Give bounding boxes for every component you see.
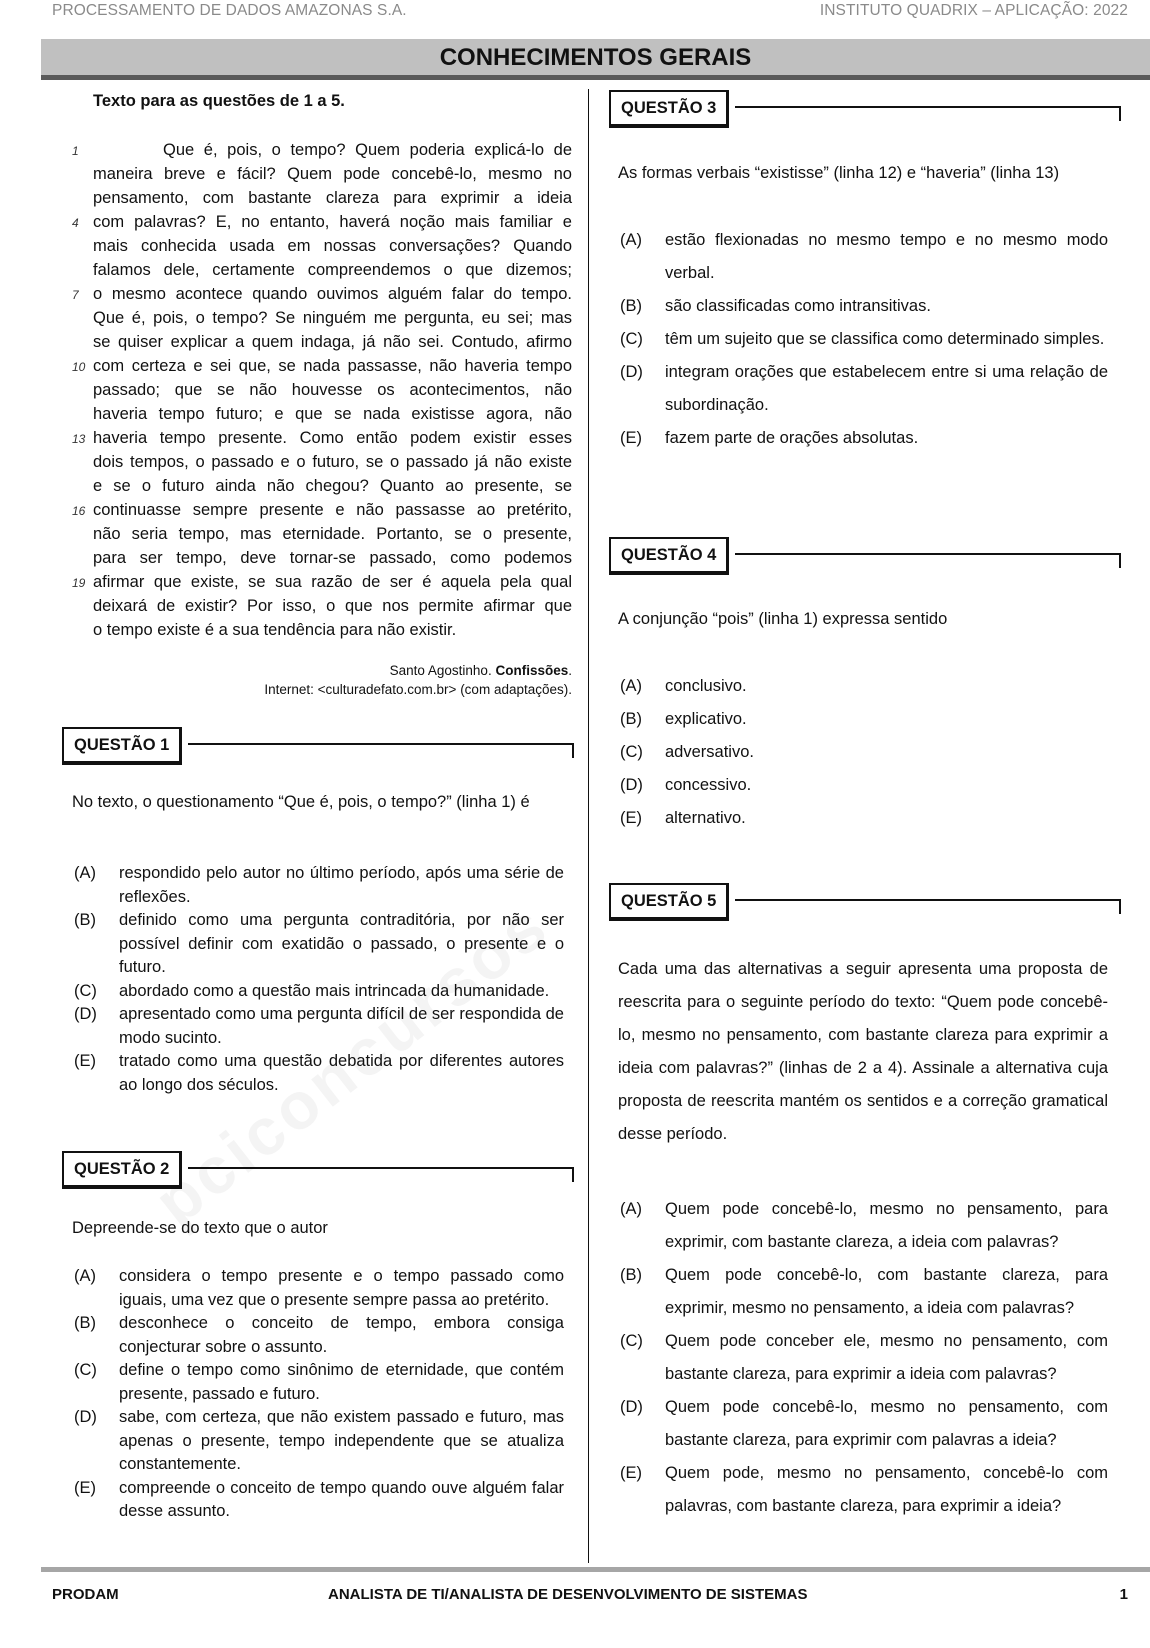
passage-line: 19 afirmar que existe, se sua razão de ser é aquela pela qual: [72, 570, 572, 594]
passage: [72, 138, 572, 642]
passage-heading: Texto para as questões de 1 a 5.: [93, 92, 345, 110]
source-title: Confissões: [495, 663, 569, 678]
question-1-options: [72, 862, 564, 1097]
option-d[interactable]: (D) concessivo.: [620, 776, 752, 794]
passage-line: para ser tempo, deve tornar-se passado, como podemos: [93, 549, 572, 567]
passage-line: 7 o mesmo acontece quando ouvimos alguém falar do tempo.: [72, 282, 572, 306]
header-rule: [188, 743, 574, 745]
question-5-header: [609, 883, 1121, 921]
option-b[interactable]: (B) explicativo.: [620, 710, 747, 728]
question-4-header: [609, 537, 1121, 575]
section-title-bar: [41, 39, 1150, 80]
option-a[interactable]: (A) Quem pode concebê-lo, mesmo no pensamento, para exprimir, com bastante clareza, a ideia com palavras?: [620, 1200, 1108, 1251]
footer-org: PRODAM: [52, 1586, 119, 1603]
passage-line: dois tempos, o passado e o futuro, se o passado já não existe: [93, 453, 572, 471]
passage-line: passado; que se não houvesse os acontecimentos, não: [93, 381, 572, 399]
passage-line: mais conhecida usada em nossas conversações? Quando: [93, 237, 572, 255]
header-institute: INSTITUTO QUADRIX – APLICAÇÃO: 2022: [819, 2, 1128, 19]
passage-line: maneira breve e fácil? Quem pode concebê-lo, mesmo no: [93, 165, 572, 183]
passage-line: 4 com palavras? E, no entanto, haverá noção mais familiar e: [72, 210, 572, 234]
passage-line: 13 haveria tempo presente. Como então podem existir esses: [72, 426, 572, 450]
line-number: 10: [72, 360, 86, 374]
option-a[interactable]: (A) considera o tempo presente e o tempo passado como iguais, uma vez que o presente sempre passa ao pretérito.: [74, 1267, 564, 1309]
section-title: CONHECIMENTOS GERAIS: [439, 44, 752, 71]
option-b[interactable]: (B) são classificadas como intransitivas.: [620, 297, 931, 315]
line-number: 19: [72, 576, 86, 590]
option-d[interactable]: (D) integram orações que estabelecem entre si uma relação de subordinação.: [620, 363, 1108, 414]
option-d[interactable]: (D) sabe, com certeza, que não existem passado e futuro, mas apenas o presente, tempo independente que se atualiza constantemente.: [74, 1408, 564, 1473]
option-d[interactable]: (D) apresentado como uma pergunta difícil de ser respondida de modo sucinto.: [74, 1005, 564, 1047]
line-number: 16: [72, 504, 86, 518]
header-rule: [188, 1167, 574, 1169]
question-1-stem: No texto, o questionamento “Que é, pois, o tempo?” (linha 1) é: [72, 793, 530, 811]
question-3-stem: As formas verbais “existisse” (linha 12) e “haveria” (linha 13): [618, 164, 1060, 182]
question-2-options: [72, 1265, 564, 1524]
option-c[interactable]: (C) Quem pode conceber ele, mesmo no pensamento, com bastante clareza, para exprimir a ideia com palavras?: [620, 1332, 1108, 1383]
option-a[interactable]: (A) respondido pelo autor no último período, após uma série de reflexões.: [74, 864, 564, 906]
header-rule: [735, 899, 1121, 901]
passage-line: 10 com certeza e sei que, se nada passasse, não haveria tempo: [72, 354, 572, 378]
question-2-header: [62, 1151, 574, 1189]
page-number: 1: [1119, 1586, 1128, 1603]
question-3-options: [618, 224, 1108, 455]
option-b[interactable]: (B) desconhece o conceito de tempo, embora consiga conjecturar sobre o assunto.: [74, 1314, 564, 1356]
passage-line: Que é, pois, o tempo? Se ninguém me pergunta, eu sei; mas: [93, 309, 572, 327]
option-c[interactable]: (C) têm um sujeito que se classifica como determinado simples.: [620, 330, 1105, 348]
question-5-stem: Cada uma das alternativas a seguir apresenta uma proposta de reescrita para o seguinte período do texto: “Quem pode concebê-lo, mesmo no pensamento, com bastante clareza para exprimir a ideia com palavras?” (linhas de 2 a 4). Assinale a alternativa cuja proposta de reescrita mantém os sentidos e a correção gramatical desse período.: [618, 960, 1108, 1143]
question-label: QUESTÃO 4: [609, 537, 729, 575]
line-number: 4: [72, 216, 79, 230]
question-4-options: [618, 670, 1108, 835]
header-rule: [735, 106, 1121, 108]
passage-line: deixará de existir? Por isso, o que nos permite afirmar que: [93, 597, 572, 615]
source-internet: Internet: <culturadefato.com.br> (com adaptações).: [264, 682, 572, 697]
question-label: QUESTÃO 1: [62, 727, 182, 765]
question-2-stem: Depreende-se do texto que o autor: [72, 1219, 328, 1237]
option-e[interactable]: (E) Quem pode, mesmo no pensamento, concebê-lo com palavras, com bastante clareza, para exprimir a ideia?: [620, 1464, 1108, 1515]
option-c[interactable]: (C) adversativo.: [620, 743, 754, 761]
line-number: 1: [72, 144, 79, 158]
option-a[interactable]: (A) estão flexionadas no mesmo tempo e no mesmo modo verbal.: [620, 231, 1108, 282]
option-c[interactable]: (C) abordado como a questão mais intrincada da humanidade.: [74, 981, 550, 1000]
option-a[interactable]: (A) conclusivo.: [620, 677, 747, 695]
header-rule: [735, 553, 1121, 555]
question-label: QUESTÃO 2: [62, 1151, 182, 1189]
passage-line: falamos dele, certamente compreendemos o que dizemos;: [93, 261, 572, 279]
header-organization: PROCESSAMENTO DE DADOS AMAZONAS S.A.: [52, 2, 407, 19]
question-label: QUESTÃO 3: [609, 90, 729, 128]
line-number: 7: [72, 288, 79, 302]
option-b[interactable]: (B) Quem pode concebê-lo, com bastante clareza, para exprimir, mesmo no pensamento, a ideia com palavras?: [620, 1266, 1108, 1317]
option-e[interactable]: (E) alternativo.: [620, 809, 746, 827]
passage-line: pensamento, com bastante clareza para exprimir a ideia: [93, 189, 572, 207]
passage-line: e se o futuro ainda não chegou? Quanto ao presente, se: [93, 477, 572, 495]
option-e[interactable]: (E) compreende o conceito de tempo quando ouve alguém falar desse assunto.: [74, 1478, 564, 1520]
passage-source: Santo Agostinho. Confissões. Internet: <culturadefato.com.br> (com adaptações).: [264, 663, 572, 697]
passage-line: 1 Que é, pois, o tempo? Quem poderia explicá-lo de: [72, 138, 572, 162]
question-4-stem: A conjunção “pois” (linha 1) expressa sentido: [618, 610, 948, 628]
passage-line: não seria tempo, mas eternidade. Portanto, se o presente,: [93, 525, 572, 543]
passage-line: o tempo existe é a sua tendência para não existir.: [93, 621, 457, 639]
line-number: 13: [72, 432, 86, 446]
option-e[interactable]: (E) fazem parte de orações absolutas.: [620, 429, 919, 447]
question-label: QUESTÃO 5: [609, 883, 729, 921]
option-c[interactable]: (C) define o tempo como sinônimo de eternidade, que contém presente, passado e futuro.: [74, 1361, 564, 1403]
option-e[interactable]: (E) tratado como uma questão debatida por diferentes autores ao longo dos séculos.: [74, 1052, 564, 1094]
option-d[interactable]: (D) Quem pode concebê-lo, mesmo no pensamento, com bastante clareza, para exprimir com palavras a ideia?: [620, 1398, 1108, 1449]
question-5-options: [618, 1193, 1108, 1523]
passage-line: se quiser explicar a quem indaga, já não sei. Contudo, afirmo: [93, 333, 572, 351]
question-1-header: [62, 727, 574, 765]
question-3-header: [609, 90, 1121, 128]
option-b[interactable]: (B) definido como uma pergunta contraditória, por não ser possível definir com exatidão o passado, o presente e o futuro.: [74, 911, 564, 976]
footer-bar: [41, 1567, 1150, 1572]
passage-line: haveria tempo futuro; e que se nada existisse agora, não: [93, 405, 572, 423]
column-divider: [588, 89, 589, 1563]
footer-role: ANALISTA DE TI/ANALISTA DE DESENVOLVIMENTO DE SISTEMAS: [328, 1586, 808, 1603]
passage-line: 16 continuasse sempre presente e não passasse ao pretérito,: [72, 498, 572, 522]
